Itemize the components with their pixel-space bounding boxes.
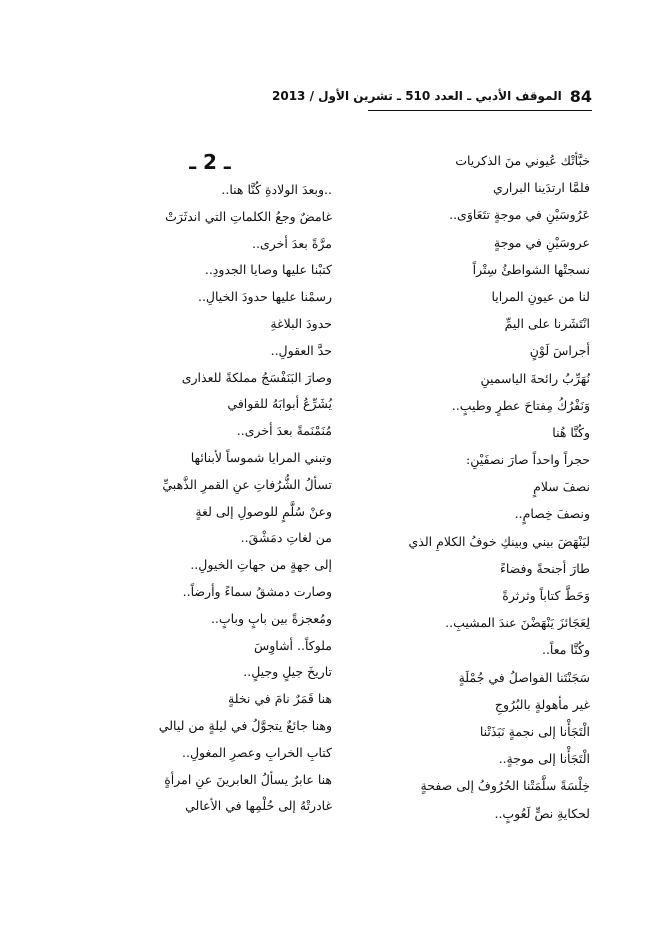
poem-line: مرَّةً بعدَ أخرى.. (252, 235, 332, 251)
poem-line: وتبني المرايا شموساً لأبنائها (190, 449, 332, 465)
poem-line: الْتَجَأْنا إلى موجةٍ.. (498, 751, 590, 767)
poem-line: إلى جهةٍ من جهاتِ الخيولِ.. (190, 557, 332, 573)
page-number: 84 (569, 86, 592, 106)
poem-line: طارَ أجنحةً وفضاءً (499, 560, 590, 576)
poem-line: ليَنْهَضَ بيني وبينكِ خوفُ الكلامِ الذي (408, 533, 590, 549)
poem-column-left (60, 177, 332, 820)
header-divider (368, 110, 592, 111)
poem-line: نسجتْها الشواطئُ سِتْراً (472, 261, 590, 277)
poem-line: وصارت دمشقُ سماءً وأرضاً.. (182, 583, 332, 599)
poem-line: ..وبعدَ الولادةِ كُنَّا هنا.. (221, 182, 332, 197)
poem-line: الْتَجَأْنا إلى نجمةٍ نَبَذَتْنا (479, 723, 590, 739)
poem-line: حدودَ البلاغةِ (270, 315, 332, 331)
poem-line: غامضٌ وجعُ الكلماتِ التي اندثَرَتْ (165, 208, 332, 224)
poem-line: من لغاتِ دمَشْقَ.. (240, 530, 332, 546)
poem-line: خِلْسَةً سلَّمَتْنا الحُرُوفُ إلى صفحةٍ (420, 778, 590, 794)
poem-line: يُشَرِّعُ أبوابَهُ للقوافي (227, 396, 332, 412)
poem-line: كتابِ الخرابِ وعصرِ المغولِ.. (182, 744, 332, 760)
poem-line: وَنَفْرُكُ مِفتاحَ عطرٍ وطيبٍ.. (451, 397, 590, 413)
poem-line: لنا من عيونِ المرايا (491, 288, 590, 304)
poem-line: ملوكاً.. أشاوِسَ (253, 637, 332, 653)
poem-line: سَجَنْتَنا الفواصلُ في جُمْلَةٍ (458, 669, 590, 685)
poem-line: رسمْنا عليها حدودَ الخيالِ.. (197, 289, 332, 305)
poem-line: نصفَ سلامٍ (533, 479, 590, 495)
poem-line: وكُنَّا هُنا (552, 424, 590, 440)
poem-line: غادرتْهُ إلى حُلْمِها في الأعالي (185, 798, 332, 814)
running-title: الموقف الأدبي ـ العدد 510 ـ تشرين الأول / 2013 (272, 89, 562, 103)
poem-column-right (330, 147, 590, 827)
poem-line: خبَّأتْك عُيوني منَ الذكريات (455, 153, 590, 168)
poem-line: نُهَرِّبُ رائحةَ الياسمينِ (480, 370, 590, 386)
poem-line: تاريخَ جيلٍ وجيلٍ.. (243, 664, 332, 680)
poem-line: هنا قَمَرٌ نامَ في نخلةٍ (228, 691, 332, 707)
poem-line: وصارَ البَنَفْسَجُ مملكةً للعذارى (181, 369, 332, 385)
poem-line: لِعَجَائزَ يَنْهَضْنَ عندَ المشيبِ.. (445, 615, 590, 631)
poem-line: أجراسَ لَوْنٍ (529, 343, 590, 359)
poem-line: لحكايةِ نصٍّ لَعُوبٍ.. (494, 805, 590, 821)
poem-line: وَحَطَّ كتاباً وثرثرةً (502, 588, 590, 603)
poem-line: كتبْنا عليها وصايا الجدودِ.. (204, 262, 332, 278)
poem-line: ونصفَ خِصامٍ.. (514, 506, 590, 522)
poem-line: انْتَشَرنا على اليمِّ (504, 316, 590, 332)
poem-line: وهنا جائعٌ يتجوَّلُ في ليلةٍ من ليالي (158, 717, 332, 733)
poem-line: مُنَمْنَمةً بعدَ أخرى.. (236, 423, 332, 439)
poem-line: عروسَيْنِ في موجةٍ (493, 234, 590, 250)
poem-line: عَرُوسَيْنِ في موجةٍ تتَعَاوَى.. (449, 207, 590, 223)
section-number: ـ 2 ـ (189, 150, 231, 174)
poem-line: هنا عابرٌ يسألُ العابرينَ عنِ امرأةٍ (164, 771, 332, 787)
poem-line: ومُعجزةً بين بابٍ وبابٍ.. (210, 610, 332, 626)
poem-line: وعنْ سُلَّمٍ للوصولِ إلى لغةٍ (195, 503, 332, 519)
poem-line: فلمَّا ارتدَينا البراري (493, 180, 590, 196)
poem-line: غير مأهولةٍ بالبُرُوجِ (494, 696, 590, 712)
poem-line: تسألُ الشُّرُفاتِ عنِ القمرِ الذَّهبيِّ (162, 476, 332, 492)
poem-line: وكُنَّا معاً.. (541, 642, 590, 658)
poem-line: حجراً واحداً صارَ نصفَيْنِ: (466, 452, 590, 468)
page-header (272, 84, 592, 108)
poem-line: حدَّ العقولِ.. (270, 342, 332, 358)
